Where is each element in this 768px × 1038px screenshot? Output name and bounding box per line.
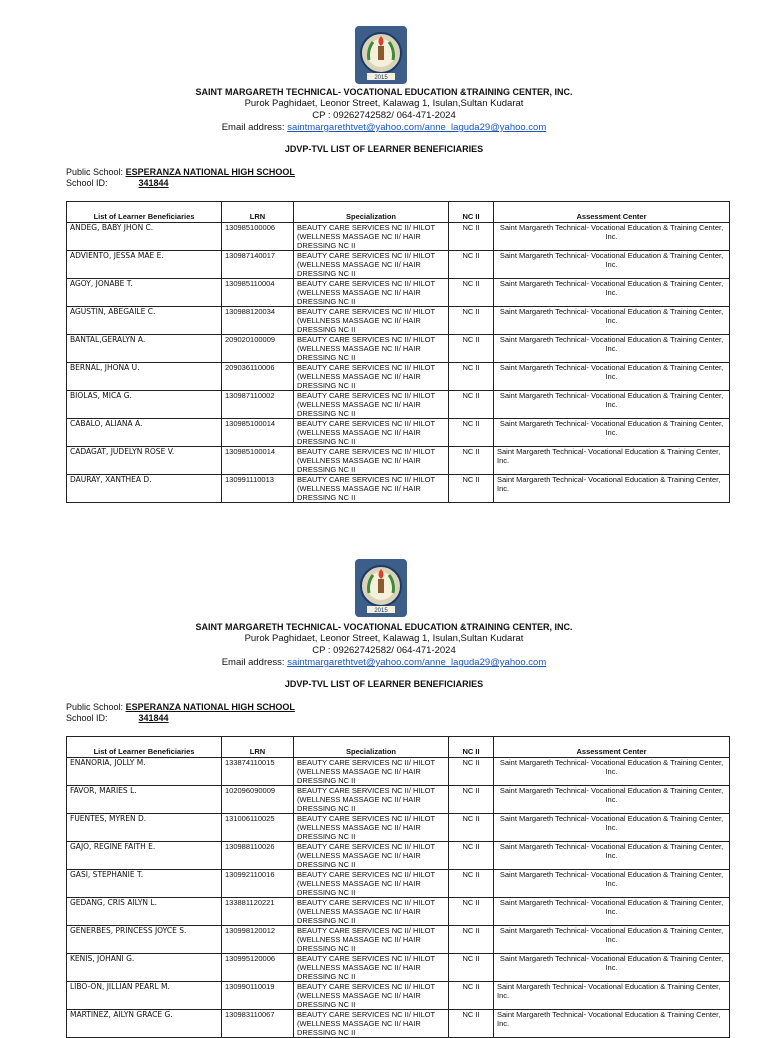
learner-nc: NC II (449, 1010, 494, 1038)
column-header-assessment-center: Assessment Center (494, 737, 730, 758)
table-header-row (67, 737, 730, 758)
learner-name: GASI, STEPHANIE T. (67, 870, 222, 898)
learner-specialization: BEAUTY CARE SERVICES NC II/ HILOT (WELLNESS MASSAGE NC II/ HAIR DRESSING NC II (294, 842, 449, 870)
learner-nc: NC II (449, 842, 494, 870)
org-name: SAINT MARGARETH TECHNICAL- VOCATIONAL EDUCATION &TRAINING CENTER, INC. (195, 622, 573, 632)
public-school-value: ESPERANZA NATIONAL HIGH SCHOOL (125, 702, 295, 712)
learner-nc: NC II (449, 786, 494, 814)
learner-specialization: BEAUTY CARE SERVICES NC II/ HILOT (WELLNESS MASSAGE NC II/ HAIR DRESSING NC II (294, 475, 449, 503)
learner-assessment-center: Saint Margareth Technical- Vocational Education & Training Center, Inc. (494, 335, 730, 363)
table-row (67, 870, 730, 898)
column-header-name: List of Learner Beneficiaries (67, 737, 222, 758)
table-row (67, 391, 730, 419)
list-title: JDVP-TVL LIST OF LEARNER BENEFICIARIES (284, 679, 484, 689)
learner-name: ANDEG, BABY JHON C. (67, 223, 222, 251)
table-row (67, 786, 730, 814)
learner-specialization: BEAUTY CARE SERVICES NC II/ HILOT (WELLNESS MASSAGE NC II/ HAIR DRESSING NC II (294, 363, 449, 391)
learner-assessment-center: Saint Margareth Technical- Vocational Education & Training Center, Inc. (494, 447, 730, 475)
beneficiaries-table (66, 201, 730, 503)
learner-assessment-center: Saint Margareth Technical- Vocational Education & Training Center, Inc. (494, 842, 730, 870)
learner-lrn: 130988110026 (222, 842, 294, 870)
email-label: Email address: (221, 657, 285, 668)
learner-assessment-center: Saint Margareth Technical- Vocational Education & Training Center, Inc. (494, 419, 730, 447)
learner-name: ADVIENTO, JESSA MAE E. (67, 251, 222, 279)
learner-assessment-center: Saint Margareth Technical- Vocational Education & Training Center, Inc. (494, 279, 730, 307)
learner-nc: NC II (449, 814, 494, 842)
learner-name: GEDANG, CRIS AILYN L. (67, 898, 222, 926)
learner-name: FUENTES, MYREN D. (67, 814, 222, 842)
learner-lrn: 133881120221 (222, 898, 294, 926)
learner-specialization: BEAUTY CARE SERVICES NC II/ HILOT (WELLNESS MASSAGE NC II/ HAIR DRESSING NC II (294, 419, 449, 447)
learner-assessment-center: Saint Margareth Technical- Vocational Education & Training Center, Inc. (494, 251, 730, 279)
learner-specialization: BEAUTY CARE SERVICES NC II/ HILOT (WELLNESS MASSAGE NC II/ HAIR DRESSING NC II (294, 1010, 449, 1038)
learner-nc: NC II (449, 475, 494, 503)
public-school-label: Public School: (66, 167, 124, 177)
learner-specialization: BEAUTY CARE SERVICES NC II/ HILOT (WELLNESS MASSAGE NC II/ HAIR DRESSING NC II (294, 870, 449, 898)
learner-lrn: 131006110025 (222, 814, 294, 842)
org-email-line (0, 657, 768, 669)
email-link[interactable]: saintmargarethtvet@yahoo.com/anne_laguda29@yahoo.com (287, 122, 547, 133)
learner-assessment-center: Saint Margareth Technical- Vocational Education & Training Center, Inc. (494, 223, 730, 251)
learner-lrn: 130990110019 (222, 982, 294, 1010)
beneficiaries-table (66, 736, 730, 1038)
org-name: SAINT MARGARETH TECHNICAL- VOCATIONAL EDUCATION &TRAINING CENTER, INC. (195, 87, 573, 97)
table-row (67, 251, 730, 279)
table-row (67, 335, 730, 363)
learner-assessment-center: Saint Margareth Technical- Vocational Education & Training Center, Inc. (494, 391, 730, 419)
learner-nc: NC II (449, 898, 494, 926)
learner-lrn: 130985100014 (222, 447, 294, 475)
learner-lrn: 209020100009 (222, 335, 294, 363)
learner-assessment-center: Saint Margareth Technical- Vocational Education & Training Center, Inc. (494, 1010, 730, 1038)
column-header-specialization: Specialization (294, 202, 449, 223)
column-header-specialization: Specialization (294, 737, 449, 758)
learner-lrn: 130998120012 (222, 926, 294, 954)
table-row (67, 475, 730, 503)
learner-lrn: 130995120006 (222, 954, 294, 982)
table-row (67, 814, 730, 842)
table-header-row (67, 202, 730, 223)
table-row (67, 419, 730, 447)
learner-name: BERNAL, JHONA U. (67, 363, 222, 391)
learner-assessment-center: Saint Margareth Technical- Vocational Education & Training Center, Inc. (494, 786, 730, 814)
table-row (67, 758, 730, 786)
learner-name: GENERBES, PRINCESS JOYCE S. (67, 926, 222, 954)
learner-lrn: 130987140017 (222, 251, 294, 279)
learner-lrn: 133874110015 (222, 758, 294, 786)
letterhead (0, 86, 768, 134)
table-row (67, 279, 730, 307)
learner-name: ENANORIA, JOLLY M. (67, 758, 222, 786)
learner-specialization: BEAUTY CARE SERVICES NC II/ HILOT (WELLNESS MASSAGE NC II/ HAIR DRESSING NC II (294, 335, 449, 363)
learner-assessment-center: Saint Margareth Technical- Vocational Education & Training Center, Inc. (494, 870, 730, 898)
table-row (67, 926, 730, 954)
column-header-lrn: LRN (222, 737, 294, 758)
school-id-value: 341844 (138, 178, 169, 188)
table-row (67, 307, 730, 335)
learner-name: FAVOR, MARIES L. (67, 786, 222, 814)
learner-lrn: 130985100006 (222, 223, 294, 251)
learner-nc: NC II (449, 363, 494, 391)
learner-nc: NC II (449, 870, 494, 898)
learner-specialization: BEAUTY CARE SERVICES NC II/ HILOT (WELLNESS MASSAGE NC II/ HAIR DRESSING NC II (294, 814, 449, 842)
learner-name: BANTAL,GERALYN A. (67, 335, 222, 363)
table-row (67, 447, 730, 475)
learner-nc: NC II (449, 954, 494, 982)
learner-assessment-center: Saint Margareth Technical- Vocational Education & Training Center, Inc. (494, 926, 730, 954)
learner-nc: NC II (449, 447, 494, 475)
learner-nc: NC II (449, 251, 494, 279)
public-school-label: Public School: (66, 702, 124, 712)
email-link[interactable]: saintmargarethtvet@yahoo.com/anne_laguda29@yahoo.com (287, 657, 547, 668)
school-logo (355, 559, 407, 617)
learner-nc: NC II (449, 926, 494, 954)
school-id-value: 341844 (138, 713, 169, 723)
school-id-label: School ID: (66, 713, 108, 723)
learner-lrn: 130988120034 (222, 307, 294, 335)
column-header-nc: NC II (449, 737, 494, 758)
learner-lrn: 130985100014 (222, 419, 294, 447)
org-email-line (0, 122, 768, 134)
list-title: JDVP-TVL LIST OF LEARNER BENEFICIARIES (284, 144, 484, 154)
school-info (66, 702, 295, 724)
learner-specialization: BEAUTY CARE SERVICES NC II/ HILOT (WELLNESS MASSAGE NC II/ HAIR DRESSING NC II (294, 758, 449, 786)
learner-lrn: 130987110002 (222, 391, 294, 419)
learner-lrn: 209036110006 (222, 363, 294, 391)
learner-lrn: 130991110013 (222, 475, 294, 503)
org-contact: CP : 09262742582/ 064-471-2024 (312, 110, 456, 121)
column-header-lrn: LRN (222, 202, 294, 223)
learner-specialization: BEAUTY CARE SERVICES NC II/ HILOT (WELLNESS MASSAGE NC II/ HAIR DRESSING NC II (294, 223, 449, 251)
letterhead (0, 621, 768, 669)
list-section-2 (0, 535, 768, 1037)
learner-name: MARTINEZ, AILYN GRACE G. (67, 1010, 222, 1038)
school-info (66, 167, 295, 189)
learner-specialization: BEAUTY CARE SERVICES NC II/ HILOT (WELLNESS MASSAGE NC II/ HAIR DRESSING NC II (294, 307, 449, 335)
learner-assessment-center: Saint Margareth Technical- Vocational Education & Training Center, Inc. (494, 954, 730, 982)
table-row (67, 223, 730, 251)
table-row (67, 363, 730, 391)
learner-nc: NC II (449, 419, 494, 447)
table-row (67, 954, 730, 982)
learner-nc: NC II (449, 223, 494, 251)
column-header-assessment-center: Assessment Center (494, 202, 730, 223)
learner-nc: NC II (449, 391, 494, 419)
learner-specialization: BEAUTY CARE SERVICES NC II/ HILOT (WELLNESS MASSAGE NC II/ HAIR DRESSING NC II (294, 898, 449, 926)
learner-assessment-center: Saint Margareth Technical- Vocational Education & Training Center, Inc. (494, 758, 730, 786)
learner-name: KENIS, JOHANI G. (67, 954, 222, 982)
org-contact: CP : 09262742582/ 064-471-2024 (312, 645, 456, 656)
learner-lrn: 102096090009 (222, 786, 294, 814)
learner-name: CADAGAT, JUDELYN ROSE V. (67, 447, 222, 475)
learner-lrn: 130983110067 (222, 1010, 294, 1038)
learner-specialization: BEAUTY CARE SERVICES NC II/ HILOT (WELLNESS MASSAGE NC II/ HAIR DRESSING NC II (294, 982, 449, 1010)
school-logo (355, 26, 407, 84)
learner-assessment-center: Saint Margareth Technical- Vocational Education & Training Center, Inc. (494, 363, 730, 391)
learner-name: AGUSTIN, ABEGAILE C. (67, 307, 222, 335)
org-address: Purok Paghidaet, Leonor Street, Kalawag 1, Isulan,Sultan Kudarat (244, 633, 524, 644)
learner-specialization: BEAUTY CARE SERVICES NC II/ HILOT (WELLNESS MASSAGE NC II/ HAIR DRESSING NC II (294, 786, 449, 814)
learner-nc: NC II (449, 307, 494, 335)
logo-year-text: 2015 (374, 75, 388, 81)
learner-specialization: BEAUTY CARE SERVICES NC II/ HILOT (WELLNESS MASSAGE NC II/ HAIR DRESSING NC II (294, 391, 449, 419)
email-label: Email address: (221, 122, 285, 133)
column-header-name: List of Learner Beneficiaries (67, 202, 222, 223)
school-id-label: School ID: (66, 178, 108, 188)
learner-nc: NC II (449, 335, 494, 363)
learner-name: LIBO-ON, JILLIAN PEARL M. (67, 982, 222, 1010)
table-row (67, 842, 730, 870)
learner-lrn: 130985110004 (222, 279, 294, 307)
table-row (67, 982, 730, 1010)
learner-name: CABALO, ALIANA A. (67, 419, 222, 447)
learner-assessment-center: Saint Margareth Technical- Vocational Education & Training Center, Inc. (494, 475, 730, 503)
learner-nc: NC II (449, 758, 494, 786)
org-address: Purok Paghidaet, Leonor Street, Kalawag 1, Isulan,Sultan Kudarat (244, 98, 524, 109)
learner-nc: NC II (449, 982, 494, 1010)
logo-year-text: 2015 (374, 608, 388, 614)
learner-nc: NC II (449, 279, 494, 307)
learner-assessment-center: Saint Margareth Technical- Vocational Education & Training Center, Inc. (494, 814, 730, 842)
table-row (67, 898, 730, 926)
learner-name: GAJO, REGINE FAITH E. (67, 842, 222, 870)
learner-specialization: BEAUTY CARE SERVICES NC II/ HILOT (WELLNESS MASSAGE NC II/ HAIR DRESSING NC II (294, 954, 449, 982)
learner-name: BIOLAS, MICA G. (67, 391, 222, 419)
learner-specialization: BEAUTY CARE SERVICES NC II/ HILOT (WELLNESS MASSAGE NC II/ HAIR DRESSING NC II (294, 279, 449, 307)
learner-assessment-center: Saint Margareth Technical- Vocational Education & Training Center, Inc. (494, 982, 730, 1010)
learner-specialization: BEAUTY CARE SERVICES NC II/ HILOT (WELLNESS MASSAGE NC II/ HAIR DRESSING NC II (294, 447, 449, 475)
learner-specialization: BEAUTY CARE SERVICES NC II/ HILOT (WELLNESS MASSAGE NC II/ HAIR DRESSING NC II (294, 251, 449, 279)
public-school-value: ESPERANZA NATIONAL HIGH SCHOOL (125, 167, 295, 177)
learner-name: AGOY, JONABE T. (67, 279, 222, 307)
learner-specialization: BEAUTY CARE SERVICES NC II/ HILOT (WELLNESS MASSAGE NC II/ HAIR DRESSING NC II (294, 926, 449, 954)
learner-name: DAURAY, XANTHEA D. (67, 475, 222, 503)
learner-assessment-center: Saint Margareth Technical- Vocational Education & Training Center, Inc. (494, 307, 730, 335)
column-header-nc: NC II (449, 202, 494, 223)
learner-assessment-center: Saint Margareth Technical- Vocational Education & Training Center, Inc. (494, 898, 730, 926)
list-section-1 (0, 0, 768, 512)
learner-lrn: 130992110016 (222, 870, 294, 898)
